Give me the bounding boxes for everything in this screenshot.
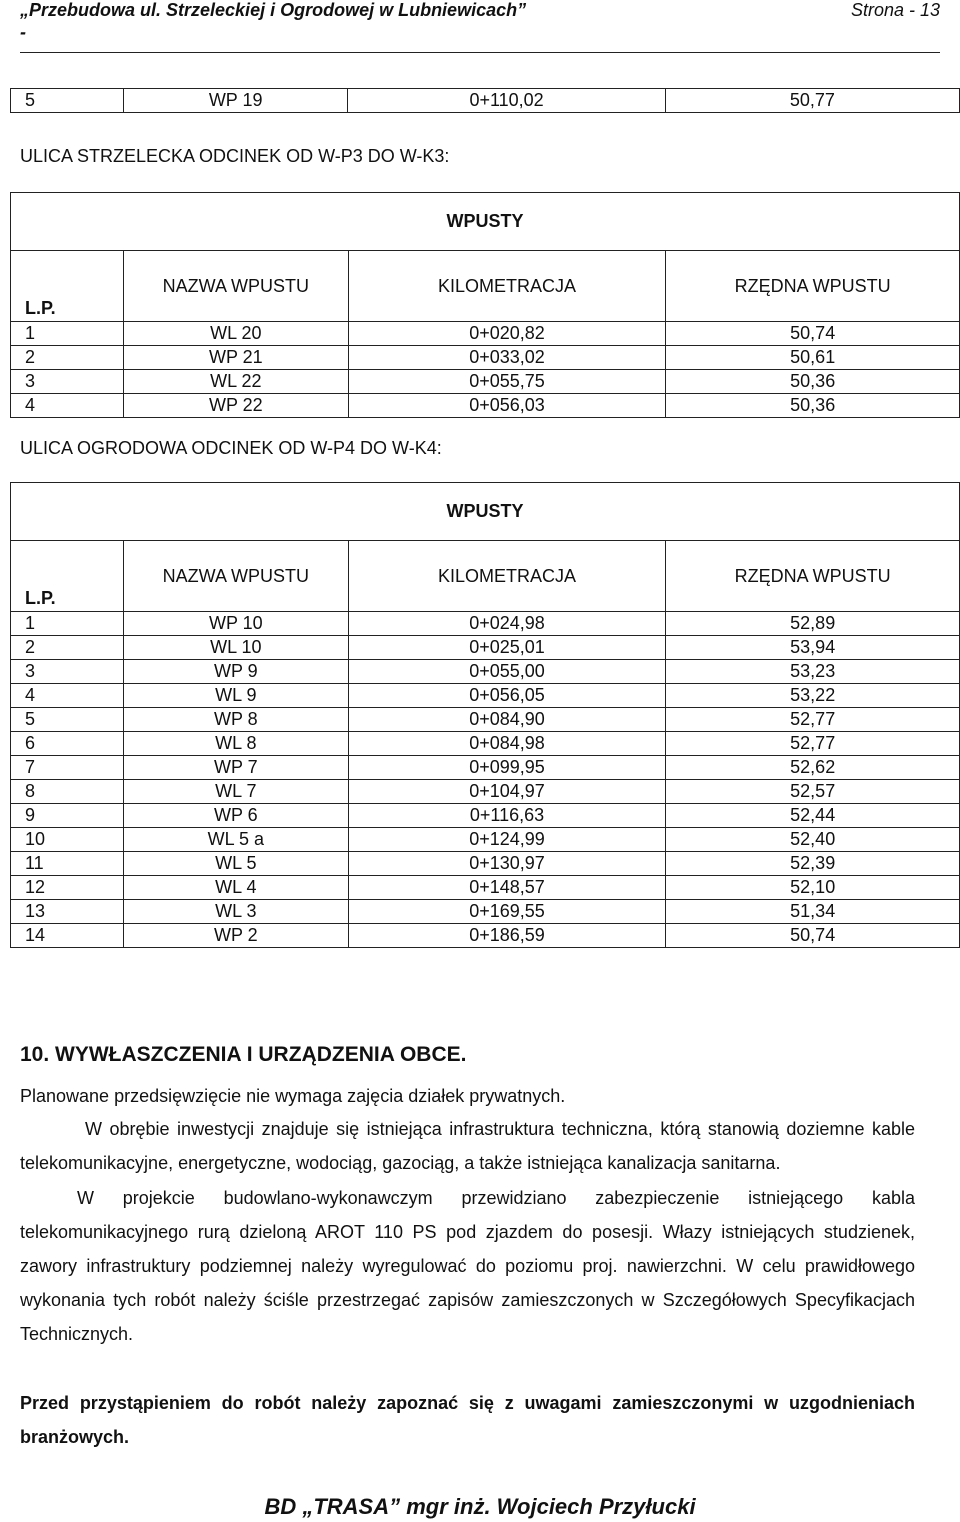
lp-cell: 4 — [11, 394, 124, 418]
name-cell: WL 9 — [124, 684, 349, 708]
elevation-cell: 52,10 — [666, 876, 960, 900]
elevation-cell: 52,40 — [666, 828, 960, 852]
lp-cell: 3 — [11, 660, 124, 684]
km-cell: 0+116,63 — [348, 804, 666, 828]
km-cell: 0+169,55 — [348, 900, 666, 924]
elevation-cell: 50,74 — [666, 924, 960, 948]
continued-table — [10, 88, 960, 113]
lp-cell: 2 — [11, 346, 124, 370]
elevation-cell: 53,23 — [666, 660, 960, 684]
name-cell: WL 20 — [124, 322, 349, 346]
table-row — [11, 636, 960, 660]
wpusty-table-strzelecka — [10, 192, 960, 418]
lp-cell: 10 — [11, 828, 124, 852]
column-header-lp: L.P. — [11, 251, 124, 322]
km-cell: 0+110,02 — [348, 89, 665, 113]
km-cell: 0+024,98 — [348, 612, 666, 636]
km-cell: 0+084,98 — [348, 732, 666, 756]
table-row — [11, 322, 960, 346]
km-cell: 0+020,82 — [348, 322, 666, 346]
name-cell: WL 3 — [124, 900, 349, 924]
column-header-km: KILOMETRACJA — [348, 541, 666, 612]
group-header: WPUSTY — [11, 193, 960, 251]
lp-cell: 8 — [11, 780, 124, 804]
km-cell: 0+130,97 — [348, 852, 666, 876]
elevation-cell: 50,36 — [666, 394, 960, 418]
name-cell: WL 7 — [124, 780, 349, 804]
chapter-heading: 10. WYWŁASZCZENIA I URZĄDZENIA OBCE. — [20, 1043, 467, 1066]
elevation-cell: 50,74 — [666, 322, 960, 346]
elevation-cell: 50,36 — [666, 370, 960, 394]
elevation-cell: 52,62 — [666, 756, 960, 780]
elevation-cell: 53,94 — [666, 636, 960, 660]
name-cell: WL 8 — [124, 732, 349, 756]
name-cell: WL 5 — [124, 852, 349, 876]
km-cell: 0+033,02 — [348, 346, 666, 370]
header-dash: - — [20, 22, 26, 42]
name-cell: WP 2 — [124, 924, 349, 948]
wpusty-table-ogrodowa — [10, 482, 960, 948]
section-title-ogrodowa: ULICA OGRODOWA ODCINEK OD W-P4 DO W-K4: — [20, 438, 442, 458]
column-header-row — [11, 251, 960, 322]
lp-cell: 6 — [11, 732, 124, 756]
group-header: WPUSTY — [11, 483, 960, 541]
lp-cell: 5 — [11, 708, 124, 732]
lp-cell: 11 — [11, 852, 124, 876]
table-row — [11, 876, 960, 900]
elevation-cell: 51,34 — [666, 900, 960, 924]
table-row — [11, 852, 960, 876]
table-row — [11, 804, 960, 828]
lp-cell: 12 — [11, 876, 124, 900]
table-row — [11, 828, 960, 852]
lp-cell: 4 — [11, 684, 124, 708]
lp-cell: 13 — [11, 900, 124, 924]
name-cell: WP 10 — [124, 612, 349, 636]
column-header-elevation: RZĘDNA WPUSTU — [666, 541, 960, 612]
chapter-paragraph-2: W projekcie budowlano-wykonawczym przewidziano zabezpieczenie istniejącego kabla telekomunikacyjnego rurą dzieloną AROT 110 PS pod zjazdem do posesji. Włazy istniejących studzienek, zawory infrastruktury podziemnej należy wyregulować do poziomu proj. nawierzchni. W celu prawidłowego wykonania tych robót należy ściśle przestrzegać zapisów zamieszczonych w Szczegółowych Specyfikacjach Technicznych. — [20, 1188, 915, 1344]
document-title: „Przebudowa ul. Strzeleckiej i Ogrodowej w Lubniewicach” — [20, 0, 527, 20]
table-row — [11, 708, 960, 732]
chapter-paragraph-3: Przed przystąpieniem do robót należy zapoznać się z uwagami zamieszczonymi w uzgodnieniach branżowych. — [20, 1393, 915, 1447]
lp-cell: 7 — [11, 756, 124, 780]
column-header-elevation: RZĘDNA WPUSTU — [666, 251, 960, 322]
table-row — [11, 89, 960, 113]
km-cell: 0+025,01 — [348, 636, 666, 660]
column-header-row — [11, 541, 960, 612]
elevation-cell: 52,89 — [666, 612, 960, 636]
table-row — [11, 780, 960, 804]
table-row — [11, 756, 960, 780]
elevation-cell: 52,44 — [666, 804, 960, 828]
km-cell: 0+055,75 — [348, 370, 666, 394]
column-header-km: KILOMETRACJA — [348, 251, 666, 322]
name-cell: WL 5 a — [124, 828, 349, 852]
column-header-name: NAZWA WPUSTU — [124, 541, 349, 612]
lp-cell: 1 — [11, 322, 124, 346]
page-header — [20, 0, 940, 53]
elevation-cell: 52,57 — [666, 780, 960, 804]
page-number: Strona - 13 — [850, 0, 940, 20]
name-cell: WP 21 — [124, 346, 349, 370]
km-cell: 0+104,97 — [348, 780, 666, 804]
elevation-cell: 50,61 — [666, 346, 960, 370]
page-footer: BD „TRASA” mgr inż. Wojciech Przyłucki — [264, 1494, 696, 1519]
lp-cell: 1 — [11, 612, 124, 636]
lp-cell: 5 — [11, 89, 124, 113]
name-cell: WP 22 — [124, 394, 349, 418]
elevation-cell: 52,77 — [666, 708, 960, 732]
elevation-cell: 52,77 — [666, 732, 960, 756]
km-cell: 0+124,99 — [348, 828, 666, 852]
column-header-lp: L.P. — [11, 541, 124, 612]
table-row — [11, 346, 960, 370]
km-cell: 0+056,03 — [348, 394, 666, 418]
lp-cell: 2 — [11, 636, 124, 660]
lp-cell: 14 — [11, 924, 124, 948]
km-cell: 0+056,05 — [348, 684, 666, 708]
name-cell: WL 4 — [124, 876, 349, 900]
name-cell: WP 6 — [124, 804, 349, 828]
km-cell: 0+186,59 — [348, 924, 666, 948]
column-header-name: NAZWA WPUSTU — [124, 251, 349, 322]
chapter-paragraph-1: W obrębie inwestycji znajduje się istniejąca infrastruktura techniczna, którą stanowią doziemne kable telekomunikacyjne, energetyczne, wodociąg, gazociąg, a także istniejąca kanalizacja sanitarna. — [20, 1119, 915, 1173]
elevation-cell: 53,22 — [666, 684, 960, 708]
elevation-cell: 52,39 — [666, 852, 960, 876]
name-cell: WP 9 — [124, 660, 349, 684]
lp-cell: 3 — [11, 370, 124, 394]
name-cell: WL 10 — [124, 636, 349, 660]
table-row — [11, 394, 960, 418]
table-body — [11, 612, 960, 948]
name-cell: WP 8 — [124, 708, 349, 732]
km-cell: 0+055,00 — [348, 660, 666, 684]
table-row — [11, 900, 960, 924]
name-cell: WP 7 — [124, 756, 349, 780]
table-body — [11, 322, 960, 418]
section-title-strzelecka: ULICA STRZELECKA ODCINEK OD W-P3 DO W-K3: — [20, 146, 450, 166]
elevation-cell: 50,77 — [665, 89, 959, 113]
group-header-row — [11, 193, 960, 251]
name-cell: WP 19 — [123, 89, 347, 113]
km-cell: 0+084,90 — [348, 708, 666, 732]
table-row — [11, 370, 960, 394]
chapter-intro: Planowane przedsięwzięcie nie wymaga zajęcia działek prywatnych. — [20, 1086, 566, 1106]
table-row — [11, 732, 960, 756]
km-cell: 0+148,57 — [348, 876, 666, 900]
table-row — [11, 660, 960, 684]
km-cell: 0+099,95 — [348, 756, 666, 780]
group-header-row — [11, 483, 960, 541]
name-cell: WL 22 — [124, 370, 349, 394]
lp-cell: 9 — [11, 804, 124, 828]
table-row — [11, 612, 960, 636]
table-row — [11, 684, 960, 708]
table-row — [11, 924, 960, 948]
